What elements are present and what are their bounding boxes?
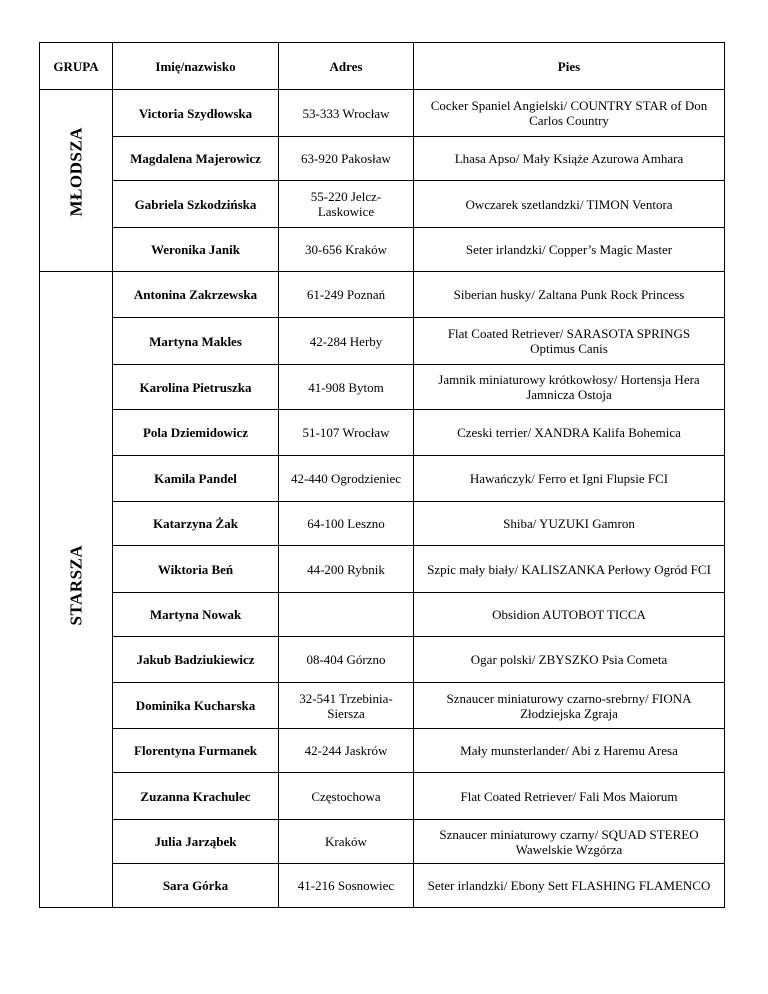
name-cell: Sara Górka bbox=[113, 864, 279, 908]
header-dog: Pies bbox=[414, 43, 725, 90]
table-row bbox=[40, 228, 725, 272]
address-cell: 51-107 Wrocław bbox=[279, 410, 414, 456]
table-row bbox=[40, 637, 725, 683]
table-body bbox=[40, 90, 725, 908]
table-row bbox=[40, 365, 725, 410]
name-cell: Dominika Kucharska bbox=[113, 683, 279, 729]
dog-cell: Jamnik miniaturowy krótkowłosy/ Hortensja Hera Jamnicza Ostoja bbox=[414, 365, 725, 410]
address-cell: 42-284 Herby bbox=[279, 318, 414, 365]
dog-cell: Shiba/ YUZUKI Gamron bbox=[414, 502, 725, 546]
address-cell: 08-404 Górzno bbox=[279, 637, 414, 683]
table-row bbox=[40, 820, 725, 864]
table-row bbox=[40, 729, 725, 773]
dog-cell: Seter irlandzki/ Ebony Sett FLASHING FLAMENCO bbox=[414, 864, 725, 908]
header-address: Adres bbox=[279, 43, 414, 90]
dog-cell: Ogar polski/ ZBYSZKO Psia Cometa bbox=[414, 637, 725, 683]
dog-cell: Cocker Spaniel Angielski/ COUNTRY STAR of Don Carlos Country bbox=[414, 90, 725, 137]
address-cell: 32-541 Trzebinia-Siersza bbox=[279, 683, 414, 729]
address-cell: 64-100 Leszno bbox=[279, 502, 414, 546]
dog-cell: Sznaucer miniaturowy czarny/ SQUAD STEREO Wawelskie Wzgórza bbox=[414, 820, 725, 864]
table-row bbox=[40, 593, 725, 637]
dog-cell: Czeski terrier/ XANDRA Kalifa Bohemica bbox=[414, 410, 725, 456]
participants-table bbox=[39, 42, 725, 908]
address-cell: 30-656 Kraków bbox=[279, 228, 414, 272]
table-row bbox=[40, 410, 725, 456]
dog-cell: Szpic mały biały/ KALISZANKA Perłowy Ogród FCI bbox=[414, 546, 725, 593]
table-row bbox=[40, 272, 725, 318]
address-cell: 41-908 Bytom bbox=[279, 365, 414, 410]
name-cell: Kamila Pandel bbox=[113, 456, 279, 502]
table-row bbox=[40, 773, 725, 820]
dog-cell: Lhasa Apso/ Mały Książe Azurowa Amhara bbox=[414, 137, 725, 181]
dog-cell: Owczarek szetlandzki/ TIMON Ventora bbox=[414, 181, 725, 228]
name-cell: Katarzyna Żak bbox=[113, 502, 279, 546]
address-cell: Częstochowa bbox=[279, 773, 414, 820]
table-row bbox=[40, 318, 725, 365]
name-cell: Pola Dziemidowicz bbox=[113, 410, 279, 456]
header-name: Imię/nazwisko bbox=[113, 43, 279, 90]
dog-cell: Mały munsterlander/ Abi z Haremu Aresa bbox=[414, 729, 725, 773]
name-cell: Magdalena Majerowicz bbox=[113, 137, 279, 181]
name-cell: Martyna Makles bbox=[113, 318, 279, 365]
group-label: STARSZA bbox=[66, 544, 86, 626]
name-cell: Karolina Pietruszka bbox=[113, 365, 279, 410]
address-cell: 53-333 Wrocław bbox=[279, 90, 414, 137]
dog-cell: Flat Coated Retriever/ Fali Mos Maiorum bbox=[414, 773, 725, 820]
name-cell: Jakub Badziukiewicz bbox=[113, 637, 279, 683]
table-row bbox=[40, 502, 725, 546]
name-cell: Julia Jarząbek bbox=[113, 820, 279, 864]
name-cell: Florentyna Furmanek bbox=[113, 729, 279, 773]
name-cell: Antonina Zakrzewska bbox=[113, 272, 279, 318]
header-group: GRUPA bbox=[40, 43, 113, 90]
header-row bbox=[40, 43, 725, 90]
dog-cell: Obsidion AUTOBOT TICCA bbox=[414, 593, 725, 637]
dog-cell: Siberian husky/ Zaltana Punk Rock Princess bbox=[414, 272, 725, 318]
address-cell: 42-244 Jaskrów bbox=[279, 729, 414, 773]
table-row bbox=[40, 137, 725, 181]
address-cell: 63-920 Pakosław bbox=[279, 137, 414, 181]
dog-cell: Hawańczyk/ Ferro et Igni Flupsie FCI bbox=[414, 456, 725, 502]
group-label: MŁODSZA bbox=[66, 127, 86, 217]
address-cell: 55-220 Jelcz-Laskowice bbox=[279, 181, 414, 228]
group-label-cell bbox=[40, 272, 113, 908]
name-cell: Martyna Nowak bbox=[113, 593, 279, 637]
table-row bbox=[40, 546, 725, 593]
name-cell: Wiktoria Beń bbox=[113, 546, 279, 593]
table-row bbox=[40, 864, 725, 908]
group-label-cell bbox=[40, 90, 113, 272]
name-cell: Zuzanna Krachulec bbox=[113, 773, 279, 820]
address-cell: 41-216 Sosnowiec bbox=[279, 864, 414, 908]
table-row bbox=[40, 181, 725, 228]
address-cell bbox=[279, 593, 414, 637]
address-cell: 61-249 Poznań bbox=[279, 272, 414, 318]
dog-cell: Seter irlandzki/ Copper’s Magic Master bbox=[414, 228, 725, 272]
name-cell: Victoria Szydłowska bbox=[113, 90, 279, 137]
address-cell: 42-440 Ogrodzieniec bbox=[279, 456, 414, 502]
dog-cell: Sznaucer miniaturowy czarno-srebrny/ FIONA Złodziejska Zgraja bbox=[414, 683, 725, 729]
dog-cell: Flat Coated Retriever/ SARASOTA SPRINGS Optimus Canis bbox=[414, 318, 725, 365]
table-row bbox=[40, 683, 725, 729]
name-cell: Gabriela Szkodzińska bbox=[113, 181, 279, 228]
table-row bbox=[40, 90, 725, 137]
address-cell: 44-200 Rybnik bbox=[279, 546, 414, 593]
address-cell: Kraków bbox=[279, 820, 414, 864]
table-row bbox=[40, 456, 725, 502]
name-cell: Weronika Janik bbox=[113, 228, 279, 272]
